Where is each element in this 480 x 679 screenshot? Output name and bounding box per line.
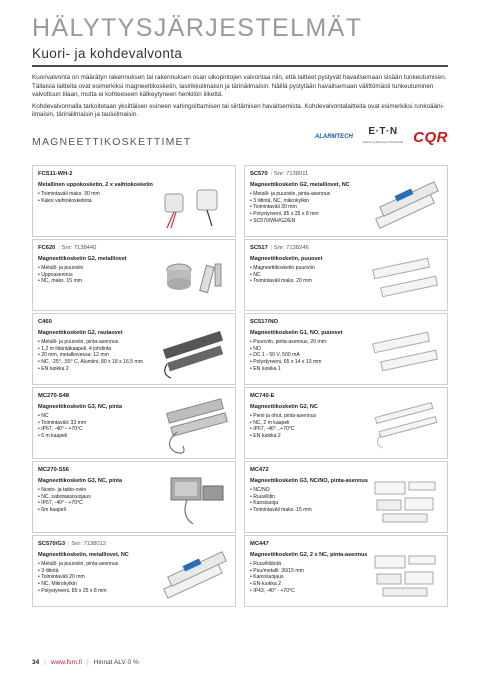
product-feature: • Puuoviin, pinta-asennus, 20 mm: [250, 339, 375, 346]
product-card: [32, 165, 236, 237]
page-header: [32, 14, 448, 67]
product-feature: • Toimintaväli maks. 20 mm: [250, 278, 375, 285]
product-feature: • 6m kaapeli: [38, 507, 163, 514]
product-feature: • Metalli- ja puuoviin, pinta-asennus: [38, 339, 163, 346]
product-code: MC447: [250, 541, 269, 547]
product-code: C460: [38, 319, 52, 325]
product-features: [250, 191, 375, 225]
product-feature: • Pieni ja ohut, pinta-asennus: [250, 413, 375, 420]
product-card: [32, 461, 236, 533]
product-feature: • Kaksi vaihtokosketinta: [38, 198, 163, 205]
product-feature: • Puu/metalli: 30/15 mm: [250, 568, 375, 575]
product-name: Magneettikosketin G2, NC: [250, 404, 318, 410]
product-card: [32, 239, 236, 311]
product-feature: • 3 liitintä, NC, mikrokytkin: [250, 198, 375, 205]
product-feature: • Toimintaväli maks. 15 mm: [250, 507, 375, 514]
section-title: MAGNEETTIKOSKETTIMET: [32, 136, 192, 148]
product-features: [38, 413, 163, 440]
product-name: Magneettikosketin, puuovet: [250, 256, 323, 262]
product-image: [369, 546, 441, 602]
page-number: 34: [32, 659, 40, 666]
product-name: Magneettikosketin G3, NC, pinta: [38, 478, 123, 484]
product-name: Magneettikosketin G3, NC, pinta: [38, 404, 123, 410]
product-feature: • Metalli- ja puuoviin, pinta-asennus: [250, 191, 375, 198]
product-feature: • EN-luokka 2: [250, 581, 375, 588]
product-card: [244, 239, 448, 311]
price-note: Hinnat ALV 0 %: [93, 659, 139, 666]
product-feature: • IP67, -40°...+70°C: [250, 426, 375, 433]
product-feature: • 20 mm, metalliovessa: 12 mm: [38, 352, 163, 359]
product-feature: • EN luokka 2: [250, 433, 375, 440]
product-feature: • Polystyreeni, 85 x 25 x 8 mm: [250, 211, 375, 218]
product-feature: • Magneettikosketin puuoviin: [250, 265, 375, 272]
product-features: [38, 191, 163, 204]
product-feature: • EN luokka 1: [250, 366, 375, 373]
product-image: [369, 324, 441, 380]
product-feature: • Uppoasennus: [38, 272, 163, 279]
product-feature: • NC, -25°...55° C, Alumiini, 80 x 18 x 16,5 mm: [38, 359, 163, 366]
product-feature: • Toimintaväli 30 mm: [250, 204, 375, 211]
product-image: [369, 472, 441, 528]
product-feature: • NC: [250, 272, 375, 279]
product-features: [250, 561, 375, 595]
alarmtech-logo: ALARMTECH: [314, 134, 353, 140]
eaton-logo: E·T·N Powering Business Worldwide: [362, 126, 404, 144]
product-card: [32, 387, 236, 459]
product-feature: • Nosto- ja taitto-oviin: [38, 487, 163, 494]
product-feature: • IP67, -40° - +70°C: [38, 426, 163, 433]
product-name: Magneettikosketin G2, 2 x NC, pinta-asennus: [250, 552, 368, 558]
intro-text: [32, 74, 448, 123]
product-feature: • Metalli- ja puuoviin, pinta-asennus: [38, 561, 163, 568]
product-feature: • Polystyreeni, 65 x 14 x 13 mm: [250, 359, 375, 366]
product-feature: • NC, 2 m kaapeli: [250, 420, 375, 427]
product-features: [38, 561, 163, 595]
product-feature: • 6 m kaapeli: [38, 433, 163, 440]
product-feature: • NC, sabotaasisuojaus: [38, 494, 163, 501]
page-footer: 34 | www.fsm.fi | Hinnat ALV 0 %: [32, 659, 139, 666]
product-feature: • Kansisuoja: [250, 500, 375, 507]
product-name: Magneettikosketin G1, NO, puuovet: [250, 330, 343, 336]
product-code: MC472: [250, 467, 269, 473]
product-features: [250, 339, 375, 373]
product-feature: • DC 1 - 50 V, 500 mA: [250, 352, 375, 359]
product-image: [369, 398, 441, 454]
product-feature: • Toimintaväli maks. 30 mm: [38, 191, 163, 198]
product-snr: | Snr: 7138246: [271, 245, 309, 251]
product-image: [157, 250, 229, 306]
product-card: [244, 387, 448, 459]
product-name: Magneettikosketin G2, metalliovet: [38, 256, 127, 262]
product-features: [38, 487, 163, 514]
product-name: Magneettikosketin G2, rautaovet: [38, 330, 123, 336]
product-image: [369, 250, 441, 306]
product-feature: • Kansisuojaus: [250, 574, 375, 581]
product-feature: • Ruuviliitäntä: [250, 561, 375, 568]
product-code: SC517: [250, 245, 268, 251]
product-image: [157, 398, 229, 454]
product-feature: • IP67, -40° - +70°C: [38, 500, 163, 507]
product-features: [250, 413, 375, 440]
product-feature: • IP43, -40° - +70°C: [250, 588, 375, 595]
product-image: [157, 176, 229, 232]
intro-paragraph: Kohdevalvonnalla tarkoitetaan yksittäisen esineen vahingoittamisen tai siirtämisen havaitsemista. Kohdevalvontalaitteita ovat esimerkiksi runkoääni-ilmaisin, tärinäilmaisin ja tauluilmaisin.: [32, 102, 444, 119]
product-feature: • NC, maks. 15 mm: [38, 278, 163, 285]
product-card: [244, 535, 448, 607]
product-feature: • NC/NO: [250, 487, 375, 494]
website-link[interactable]: www.fsm.fi: [50, 659, 82, 666]
product-name: Metallinen uppokosketin, 2 x vaihtokosketin: [38, 182, 153, 188]
brand-logos: [315, 126, 448, 148]
product-code: SC517/NO: [250, 319, 279, 325]
product-card: [244, 313, 448, 385]
product-name: Magneettikosketin G2, metalliovet, NC: [250, 182, 350, 188]
product-card: [32, 313, 236, 385]
product-feature: • NO: [250, 346, 375, 353]
product-features: [250, 265, 375, 285]
product-image: [157, 472, 229, 528]
cqr-logo: CQR: [413, 128, 448, 146]
product-features: [38, 265, 163, 285]
product-card: [32, 535, 236, 607]
product-feature: • EN luokka 2: [38, 366, 163, 373]
product-name: Magneettikosketin G3, NC/NO, pinta-asennus: [250, 478, 368, 484]
title-rule: [32, 65, 448, 67]
product-name: Magneettikosketin, metalliovet, NC: [38, 552, 129, 558]
page-title: HÄLYTYSJÄRJESTELMÄT: [32, 14, 363, 42]
product-snr: | Snr: 7138440: [58, 245, 96, 251]
product-image: [369, 176, 441, 232]
product-code: SC570: [250, 171, 268, 177]
product-code: MC740-E: [250, 393, 275, 399]
product-feature: • 3 liitintä: [38, 568, 163, 575]
product-feature: • NC, Mikrokytkin: [38, 581, 163, 588]
page-subtitle: Kuori- ja kohdevalvonta: [32, 46, 183, 61]
product-card: [244, 165, 448, 237]
product-card: [244, 461, 448, 533]
product-code: SC570/G3: [38, 541, 66, 547]
product-feature: • SC570/WH/G2/EN: [250, 218, 375, 225]
product-feature: • Toimintaväli 20 mm: [38, 574, 163, 581]
product-feature: • Metalli- ja puuoviin: [38, 265, 163, 272]
product-feature: • Toimintaväli: 33 mm: [38, 420, 163, 427]
product-features: [38, 339, 163, 373]
product-feature: • NC: [38, 413, 163, 420]
product-code: MC270-S48: [38, 393, 69, 399]
product-image: [157, 324, 229, 380]
product-feature: • 1,2 m liitäntäkaapeli, 4 johdinta: [38, 346, 163, 353]
product-feature: • Polystyreeni, 85 x 25 x 8 mm: [38, 588, 163, 595]
product-image: [157, 546, 229, 602]
intro-paragraph: Kuorivalvonta on määrätyn rakennuksen tai rakennuksen osan ulkopintojen valvontaa niin, että laitteet pystyvät havaitsemaan sisään tunkeutumisen. Tällaisia laitteita ovat esimerkiksi magneettikosketin, lasirikkoilmaisin ja tärinäilmaisin. Näillä pystytään havaitsemaan välittömästi tunkeutuminen valvottuun tilaan, mutta ei kohteeseen kätkeytyneen henkilön liikettä.: [32, 74, 447, 99]
product-code: FCS11-WH-2: [38, 171, 73, 177]
product-features: [250, 487, 375, 514]
product-snr: | Snr: 7138012: [68, 541, 106, 547]
product-code: MC270-S56: [38, 467, 69, 473]
product-feature: • Ruuviliitin: [250, 494, 375, 501]
product-code: FC620: [38, 245, 56, 251]
product-snr: | Snr: 7138011: [271, 171, 309, 177]
